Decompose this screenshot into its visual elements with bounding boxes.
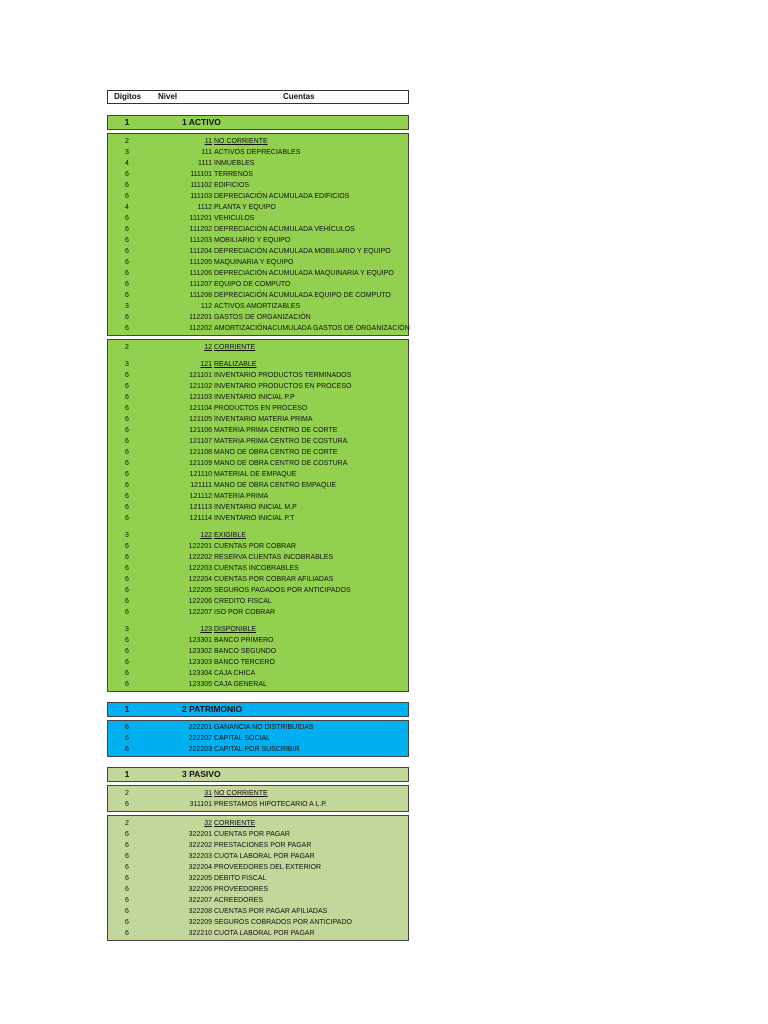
- code-cell: 122: [200, 532, 212, 539]
- account-name-cell: EXIGIBLE: [214, 532, 246, 539]
- account-name-cell: MATERIAL DE EMPAQUE: [214, 471, 297, 478]
- section-activo-corriente: [107, 339, 409, 692]
- code-cell: 1112: [197, 204, 212, 211]
- code-cell: 121104: [189, 405, 212, 412]
- digits-cell: 3: [125, 361, 129, 368]
- account-name-cell: INVENTARIO INICIAL M.P: [214, 504, 297, 511]
- account-row: [108, 436, 408, 447]
- code-cell: 32: [204, 820, 212, 827]
- code-cell: 322205: [188, 875, 212, 882]
- account-row: [108, 502, 408, 513]
- code-cell: 111207: [189, 281, 212, 288]
- group-row: [108, 358, 408, 370]
- account-row: [108, 246, 408, 257]
- account-name-cell: EDIFICIOS: [214, 182, 250, 189]
- account-row: [108, 191, 408, 202]
- digits-cell: 6: [125, 515, 129, 522]
- digits-cell: 6: [125, 648, 129, 655]
- account-row: [108, 158, 408, 169]
- code-cell: 121106: [189, 427, 212, 434]
- account-row: [108, 733, 408, 744]
- section-title-row: [108, 769, 408, 780]
- code-cell: 122207: [188, 609, 212, 616]
- account-name-cell: INMUEBLES: [214, 160, 255, 167]
- code-cell: 122201: [188, 543, 212, 550]
- code-cell: 112: [200, 303, 212, 310]
- section-patrimonio-cuentas: [107, 720, 409, 757]
- section-activo-title: [107, 115, 409, 130]
- account-name-cell: ACTIVOS DEPRECIABLES: [214, 149, 301, 156]
- account-name-cell: INVENTARIO PRODUCTOS EN PROCESO: [214, 383, 352, 390]
- code-cell: 121: [200, 361, 212, 368]
- account-name-cell: PLANTA Y EQUIPO: [214, 204, 276, 211]
- account-row: [108, 906, 408, 917]
- account-row: [108, 928, 408, 939]
- code-cell: 121108: [189, 449, 212, 456]
- account-name-cell: NO CORRIENTE: [214, 138, 268, 145]
- account-name-cell: DEPRECIACIÓN ACUMULADA EQUIPO DE COMPUTO: [214, 292, 391, 299]
- code-cell: 111201: [189, 215, 212, 222]
- digits-cell: 6: [125, 637, 129, 644]
- account-name-cell: INVENTARIO PRODUCTOS TERMINADOS: [214, 372, 352, 379]
- account-row: [108, 213, 408, 224]
- digits-cell: 6: [125, 724, 129, 731]
- account-row: [108, 829, 408, 840]
- code-cell: 121105: [189, 416, 212, 423]
- code-cell: 111203: [189, 237, 212, 244]
- header-digitos: Dígitos: [114, 92, 142, 101]
- code-cell: 123303: [188, 659, 212, 666]
- code-cell: 111205: [189, 259, 212, 266]
- account-name-cell: GANANCIA NO DISTRIBUIDAS: [214, 724, 314, 731]
- account-name-cell: 2 PATRIMONIO: [182, 704, 243, 714]
- digits-cell: 6: [125, 270, 129, 277]
- code-cell: 122204: [188, 576, 212, 583]
- section-patrimonio-title: [107, 702, 409, 717]
- digits-cell: 6: [125, 182, 129, 189]
- group-row: [108, 817, 408, 829]
- account-row: [108, 851, 408, 862]
- account-name-cell: DEPRECIACIÓN ACUMULADA MAQUINARIA Y EQUIPO: [214, 270, 394, 277]
- account-name-cell: PRODUCTOS EN PROCESO: [214, 405, 308, 412]
- account-row: [108, 257, 408, 268]
- code-cell: 322202: [188, 842, 212, 849]
- code-cell: 322208: [188, 908, 212, 915]
- digits-cell: 6: [125, 237, 129, 244]
- code-cell: 322206: [188, 886, 212, 893]
- header-cuentas: Cuentas: [283, 92, 315, 101]
- code-cell: 121109: [189, 460, 212, 467]
- account-row: [108, 668, 408, 679]
- account-sections: [107, 115, 409, 941]
- section-pasivo-corriente: [107, 815, 409, 941]
- digits-cell: 6: [125, 438, 129, 445]
- digits-cell: 6: [125, 372, 129, 379]
- account-row: [108, 469, 408, 480]
- digits-cell: 6: [125, 801, 129, 808]
- digits-cell: 2: [125, 344, 129, 351]
- code-cell: 222201: [188, 724, 212, 731]
- code-cell: 111208: [189, 292, 212, 299]
- account-name-cell: MATERIA PRIMA CENTRO DE COSTURA: [214, 438, 348, 445]
- account-name-cell: ACREEDORES: [214, 897, 264, 904]
- code-cell: 123305: [188, 681, 212, 688]
- digits-cell: 6: [125, 215, 129, 222]
- digits-cell: 4: [125, 160, 129, 167]
- account-name-cell: PRESTAMOS HIPOTECARIO A L.P.: [214, 801, 327, 808]
- account-row: [108, 235, 408, 246]
- digits-cell: 6: [125, 659, 129, 666]
- code-cell: 123: [200, 626, 212, 633]
- account-row: [108, 312, 408, 323]
- code-cell: 123302: [188, 648, 212, 655]
- account-name-cell: BANCO PRIMERO: [214, 637, 274, 644]
- digits-cell: 6: [125, 325, 129, 332]
- digits-cell: 6: [125, 735, 129, 742]
- group-row: [108, 135, 408, 147]
- account-row: [108, 563, 408, 574]
- account-row: [108, 646, 408, 657]
- chart-of-accounts-sheet: [107, 90, 409, 941]
- account-name-cell: CORRIENTE: [214, 820, 256, 827]
- account-row: [108, 403, 408, 414]
- account-name-cell: INVENTARIO INICIAL P.P: [214, 394, 295, 401]
- code-cell: 111102: [190, 182, 212, 189]
- digits-cell: 6: [125, 281, 129, 288]
- account-row: [108, 552, 408, 563]
- account-name-cell: CAJA CHICA: [214, 670, 256, 677]
- account-row: [108, 607, 408, 618]
- code-cell: 121111: [190, 482, 212, 489]
- digits-cell: 6: [125, 493, 129, 500]
- code-cell: 31: [204, 790, 212, 797]
- digits-cell: 6: [125, 471, 129, 478]
- digits-cell: 6: [125, 587, 129, 594]
- code-cell: 122206: [188, 598, 212, 605]
- code-cell: 111204: [189, 248, 212, 255]
- digits-cell: 6: [125, 427, 129, 434]
- account-name-cell: CUOTA LABORAL POR PAGAR: [214, 930, 315, 937]
- account-row: [108, 491, 408, 502]
- account-name-cell: MATERIA PRIMA CENTRO DE CORTE: [214, 427, 338, 434]
- code-cell: 112201: [189, 314, 212, 321]
- digits-cell: 6: [125, 383, 129, 390]
- code-cell: 122205: [188, 587, 212, 594]
- group-row: [108, 341, 408, 353]
- account-name-cell: ISO POR COBRAR: [214, 609, 276, 616]
- digits-cell: 6: [125, 314, 129, 321]
- code-cell: 12: [204, 344, 212, 351]
- code-cell: 121113: [189, 504, 212, 511]
- account-row: [108, 447, 408, 458]
- account-name-cell: EQUIPO DE COMPUTO: [214, 281, 291, 288]
- account-row: [108, 596, 408, 607]
- account-row: [108, 657, 408, 668]
- digits-cell: 6: [125, 226, 129, 233]
- digits-cell: 6: [125, 919, 129, 926]
- digits-cell: 2: [125, 790, 129, 797]
- account-row: [108, 873, 408, 884]
- account-row: [108, 370, 408, 381]
- code-cell: 322210: [188, 930, 212, 937]
- account-name-cell: REALIZABLE: [214, 361, 257, 368]
- digits-cell: 6: [125, 875, 129, 882]
- account-name-cell: VEHICULOS: [214, 215, 255, 222]
- account-name-cell: BANCO TERCERO: [214, 659, 275, 666]
- account-name-cell: SEGUROS COBRADOS POR ANTICIPADO: [214, 919, 352, 926]
- account-row: [108, 147, 408, 158]
- account-name-cell: AMORTIZACIÓNACUMULADA GASTOS DE ORGANIZACIÓN: [214, 325, 410, 332]
- digits-cell: 6: [125, 482, 129, 489]
- account-name-cell: TERRENOS: [214, 171, 253, 178]
- section-activo-no-corriente: [107, 133, 409, 336]
- digits-cell: 6: [125, 565, 129, 572]
- account-name-cell: DEPRECIACIÓN ACUMULADA EDIFICIOS: [214, 193, 350, 200]
- account-name-cell: PRESTACIONES POR PAGAR: [214, 842, 312, 849]
- digits-cell: 1: [124, 117, 130, 127]
- account-row: [108, 884, 408, 895]
- account-name-cell: DEPRECIACIÓN ACUMULADA MOBILIARIO Y EQUIPO: [214, 248, 391, 255]
- digits-cell: 6: [125, 908, 129, 915]
- account-name-cell: PROVEEDORES: [214, 886, 269, 893]
- account-name-cell: CUOTA LABORAL POR PAGAR: [214, 853, 315, 860]
- digits-cell: 6: [125, 864, 129, 871]
- account-name-cell: 1 ACTIVO: [182, 117, 221, 127]
- digits-cell: 6: [125, 460, 129, 467]
- account-name-cell: CAPITAL SOCIAL: [214, 735, 271, 742]
- account-row: [108, 268, 408, 279]
- account-name-cell: RESERVA CUENTAS INCOBRABLES: [214, 554, 334, 561]
- section-pasivo-title: [107, 767, 409, 782]
- digits-cell: 6: [125, 930, 129, 937]
- account-row: [108, 917, 408, 928]
- account-row: [108, 574, 408, 585]
- code-cell: 322201: [188, 831, 212, 838]
- account-row: [108, 169, 408, 180]
- digits-cell: 6: [125, 504, 129, 511]
- digits-cell: 3: [125, 532, 129, 539]
- digits-cell: 6: [125, 598, 129, 605]
- account-row: [108, 202, 408, 213]
- account-row: [108, 290, 408, 301]
- digits-cell: 6: [125, 248, 129, 255]
- account-row: [108, 679, 408, 690]
- account-row: [108, 425, 408, 436]
- account-name-cell: CUENTAS POR PAGAR: [214, 831, 290, 838]
- table-header: [107, 90, 409, 104]
- code-cell: 11: [204, 138, 212, 145]
- account-row: [108, 862, 408, 873]
- account-row: [108, 381, 408, 392]
- group-row: [108, 529, 408, 541]
- account-name-cell: CAJA GENERAL: [214, 681, 267, 688]
- account-name-cell: GASTOS DE ORGANIZACIÓN: [214, 314, 311, 321]
- code-cell: 121103: [189, 394, 212, 401]
- digits-cell: 1: [124, 704, 130, 714]
- account-row: [108, 458, 408, 469]
- section-title-row: [108, 704, 408, 715]
- code-cell: 111202: [189, 226, 212, 233]
- digits-cell: 6: [125, 449, 129, 456]
- code-cell: 121102: [189, 383, 212, 390]
- account-row: [108, 895, 408, 906]
- digits-cell: 6: [125, 259, 129, 266]
- digits-cell: 3: [125, 303, 129, 310]
- account-row: [108, 392, 408, 403]
- digits-cell: 6: [125, 576, 129, 583]
- digits-cell: 6: [125, 897, 129, 904]
- digits-cell: 3: [125, 149, 129, 156]
- account-name-cell: MOBILIARIO Y EQUIPO: [214, 237, 291, 244]
- code-cell: 322203: [188, 853, 212, 860]
- digits-cell: 6: [125, 292, 129, 299]
- account-name-cell: 3 PASIVO: [182, 769, 221, 779]
- account-row: [108, 301, 408, 312]
- account-name-cell: DEPRECIACIÓN ACUMULADA VEHÍCULOS: [214, 226, 355, 233]
- code-cell: 121101: [189, 372, 212, 379]
- code-cell: 111206: [189, 270, 212, 277]
- code-cell: 122202: [188, 554, 212, 561]
- digits-cell: 6: [125, 831, 129, 838]
- digits-cell: 6: [125, 554, 129, 561]
- section-title-row: [108, 117, 408, 128]
- digits-cell: 4: [125, 204, 129, 211]
- account-row: [108, 323, 408, 334]
- account-row: [108, 180, 408, 191]
- account-name-cell: CUENTAS POR COBRAR AFILIADAS: [214, 576, 334, 583]
- code-cell: 322207: [188, 897, 212, 904]
- account-name-cell: NO CORRIENTE: [214, 790, 268, 797]
- account-row: [108, 799, 408, 810]
- account-name-cell: MANO DE OBRA CENTRO DE COSTURA: [214, 460, 348, 467]
- code-cell: 121112: [189, 493, 212, 500]
- account-name-cell: ACTIVOS AMORTIZABLES: [214, 303, 301, 310]
- digits-cell: 6: [125, 609, 129, 616]
- code-cell: 222203: [188, 746, 212, 753]
- account-row: [108, 414, 408, 425]
- account-row: [108, 585, 408, 596]
- account-name-cell: CAPITAL POR SUSCRIBIR: [214, 746, 300, 753]
- digits-cell: 6: [125, 853, 129, 860]
- account-name-cell: DEBITO FISCAL: [214, 875, 267, 882]
- account-row: [108, 635, 408, 646]
- account-row: [108, 840, 408, 851]
- digits-cell: 6: [125, 670, 129, 677]
- code-cell: 121110: [189, 471, 212, 478]
- group-row: [108, 787, 408, 799]
- digits-cell: 6: [125, 842, 129, 849]
- digits-cell: 6: [125, 193, 129, 200]
- code-cell: 123304: [188, 670, 212, 677]
- account-row: [108, 744, 408, 755]
- digits-cell: 1: [124, 769, 130, 779]
- digits-cell: 6: [125, 886, 129, 893]
- digits-cell: 6: [125, 746, 129, 753]
- digits-cell: 6: [125, 405, 129, 412]
- code-cell: 311101: [189, 801, 212, 808]
- code-cell: 222202: [188, 735, 212, 742]
- account-name-cell: MANO DE OBRA CENTRO DE CORTE: [214, 449, 338, 456]
- digits-cell: 6: [125, 543, 129, 550]
- account-row: [108, 722, 408, 733]
- account-name-cell: CORRIENTE: [214, 344, 256, 351]
- account-name-cell: MANO DE OBRA CENTRO EMPAQUE: [214, 482, 336, 489]
- account-name-cell: BANCO SEGUNDO: [214, 648, 277, 655]
- account-name-cell: INVENTARIO MATERIA PRIMA: [214, 416, 313, 423]
- code-cell: 111: [201, 149, 212, 156]
- account-name-cell: MATERIA PRIMA: [214, 493, 269, 500]
- code-cell: 121107: [189, 438, 212, 445]
- account-name-cell: MAQUINARIA Y EQUIPO: [214, 259, 294, 266]
- code-cell: 111101: [190, 171, 212, 178]
- digits-cell: 6: [125, 171, 129, 178]
- account-name-cell: DISPONIBLE: [214, 626, 257, 633]
- account-name-cell: CUENTAS POR COBRAR: [214, 543, 296, 550]
- code-cell: 123301: [188, 637, 212, 644]
- digits-cell: 6: [125, 416, 129, 423]
- code-cell: 112202: [189, 325, 212, 332]
- account-row: [108, 279, 408, 290]
- code-cell: 111103: [190, 193, 212, 200]
- account-name-cell: SEGUROS PAGADOS POR ANTICIPADOS: [214, 587, 351, 594]
- account-row: [108, 224, 408, 235]
- account-row: [108, 480, 408, 491]
- section-pasivo-no-corriente: [107, 785, 409, 812]
- code-cell: 1111: [197, 160, 212, 167]
- digits-cell: 6: [125, 394, 129, 401]
- code-cell: 322209: [188, 919, 212, 926]
- account-row: [108, 541, 408, 552]
- header-nivel: Nivel: [158, 92, 178, 101]
- digits-cell: 6: [125, 681, 129, 688]
- code-cell: 322204: [188, 864, 212, 871]
- account-row: [108, 513, 408, 524]
- code-cell: 121114: [189, 515, 212, 522]
- digits-cell: 2: [125, 820, 129, 827]
- account-name-cell: CUENTAS POR PAGAR AFILIADAS: [214, 908, 328, 915]
- group-row: [108, 623, 408, 635]
- account-name-cell: CUENTAS INCOBRABLES: [214, 565, 299, 572]
- account-name-cell: INVENTARIO INICIAL P.T: [214, 515, 295, 522]
- digits-cell: 3: [125, 626, 129, 633]
- account-name-cell: PROVEEDORES DEL EXTERIOR: [214, 864, 322, 871]
- digits-cell: 2: [125, 138, 129, 145]
- code-cell: 122203: [188, 565, 212, 572]
- account-name-cell: CREDITO FISCAL: [214, 598, 272, 605]
